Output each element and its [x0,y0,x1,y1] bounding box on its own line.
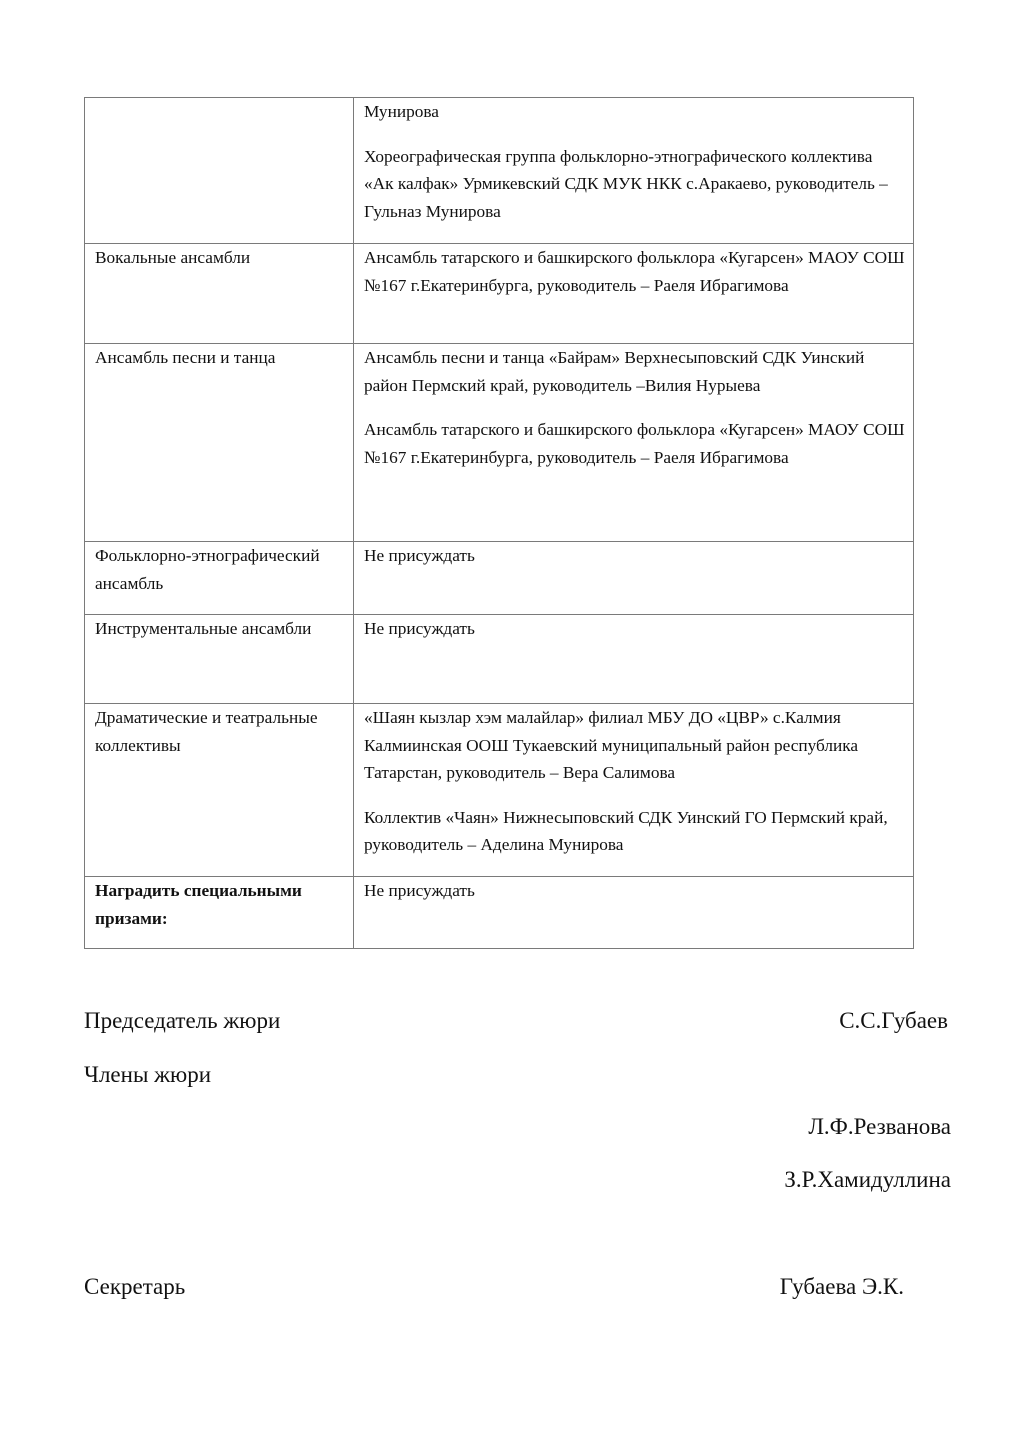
table-row [85,98,914,244]
winner-entry: Ансамбль татарского и башкирского фольклора «Кугарсен» МАОУ СОШ №167 г.Екатеринбурга, руководитель – Раеля Ибрагимова [364,248,905,295]
category-cell: Наградить специальными призами: [85,877,354,949]
winners-cell [354,704,914,877]
winners-cell [354,244,914,344]
category-cell: Вокальные ансамбли [85,244,354,344]
winner-entry: Мунирова [364,102,439,121]
winner-entry: Не присуждать [364,546,475,565]
chairman-label: Председатель жюри [84,1008,281,1033]
category-cell: Фольклорно-этнографический ансамбль [85,542,354,615]
category-cell [85,98,354,244]
chairman-name: С.С.Губаев [839,1008,948,1033]
winner-entry: Коллектив «Чаян» Нижнесыповский СДК Уинский ГО Пермский край, руководитель – Аделина Мунирова [364,807,888,854]
members-label: Члены жюри [84,1062,212,1087]
category-cell: Драматические и театральные коллективы [85,704,354,877]
winner-entry: Не присуждать [364,881,475,900]
winner-entry: Не присуждать [364,619,475,638]
table-row [85,704,914,877]
category-cell: Инструментальные ансамбли [85,615,354,704]
winners-cell [354,615,914,704]
winner-entry: Ансамбль татарского и башкирского фольклора «Кугарсен» МАОУ СОШ №167 г.Екатеринбурга, руководитель – Раеля Ибрагимова [364,420,905,467]
table-row [85,877,914,949]
results-table [84,97,914,949]
table-row [85,542,914,615]
table-row [85,344,914,542]
winners-cell [354,542,914,615]
winner-entry: Ансамбль песни и танца «Байрам» Верхнесыповский СДК Уинский район Пермский край, руководитель –Вилия Нурыева [364,348,865,395]
winners-cell [354,877,914,949]
category-cell: Ансамбль песни и танца [85,344,354,542]
winner-entry: «Шаян кызлар хэм малайлар» филиал МБУ ДО «ЦВР» с.Калмия Калмиинская ООШ Тукаевский муниципальный район республика Татарстан, руководитель – Вера Салимова [364,708,859,782]
winners-cell [354,98,914,244]
table-row [85,615,914,704]
secretary-label: Секретарь [84,1274,186,1299]
member-name: З.Р.Хамидуллина [784,1167,951,1192]
winners-cell [354,344,914,542]
table-row [85,244,914,344]
winner-entry: Хореографическая группа фольклорно-этнографического коллектива «Ак калфак» Урмикевский СДК МУК НКК с.Аракаево, руководитель – Гульназ Мунирова [364,146,888,221]
member-name: Л.Ф.Резванова [808,1114,951,1139]
secretary-name: Губаева Э.К. [779,1274,904,1299]
